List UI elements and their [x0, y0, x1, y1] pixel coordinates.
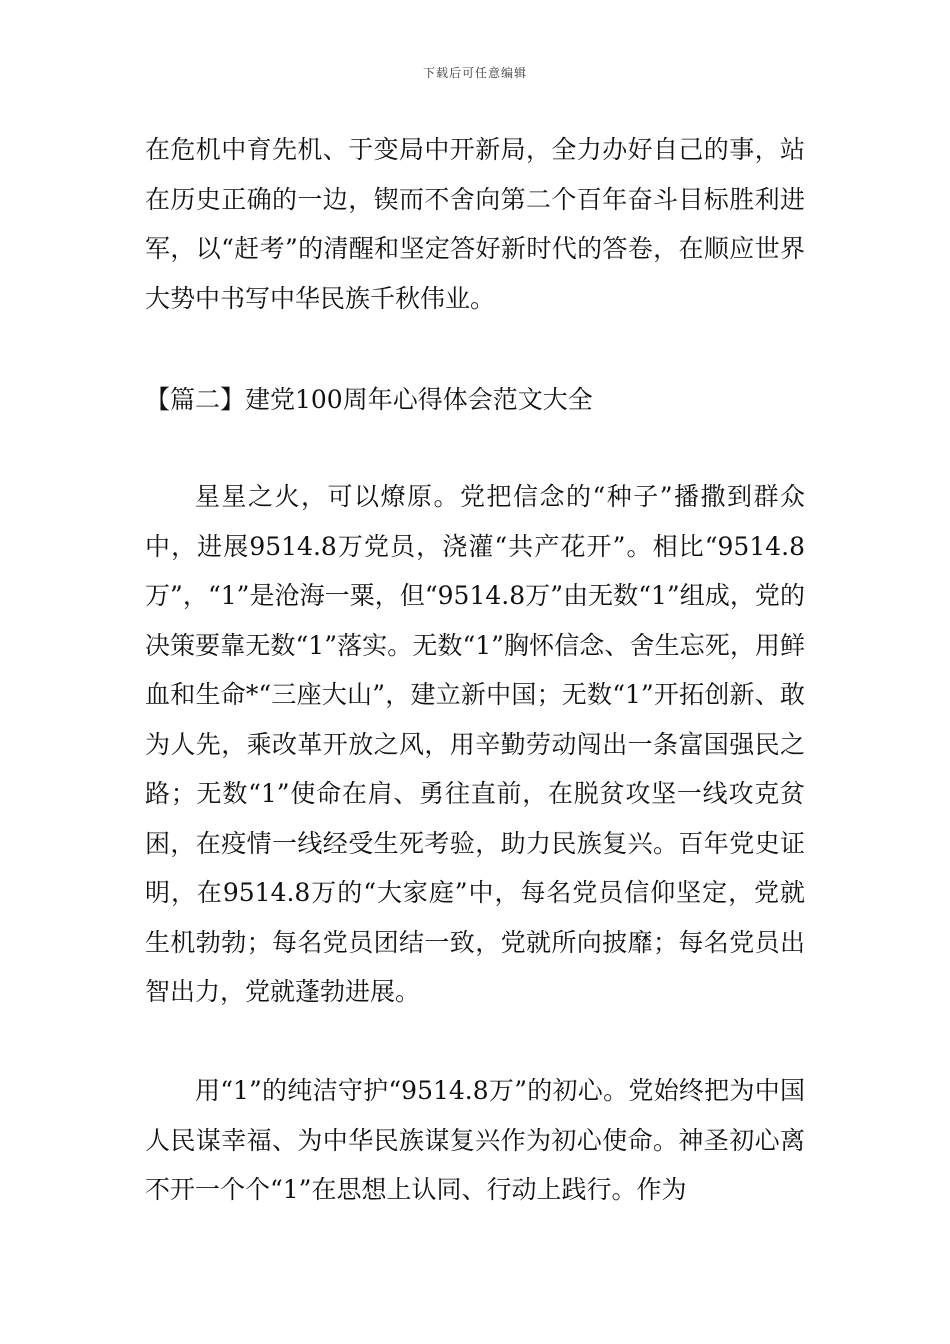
- header-note: 下载后可任意编辑: [422, 66, 527, 80]
- paragraph-3: 用“1”的纯洁守护“9514.8万”的初心。党始终把为中国人民谋幸福、为中华民族谋复兴作为初心使命。神圣初心离不开一个个“1”在思想上认同、行动上践行。作为: [145, 1076, 805, 1204]
- paragraph-1: 在危机中育先机、于变局中开新局，全力办好自己的事，站在历史正确的一边，锲而不舍向第二个百年奋斗目标胜利进军，以“赶考”的清醒和坚定答好新时代的答卷，在顺应世界大势中书写中华民族千秋伟业。: [145, 135, 805, 313]
- paragraph-2: 星星之火，可以燎原。党把信念的“种子”播撒到群众中，进展9514.8万党员，浇灌“共产花开”。相比“9514.8万”，“1”是沧海一粟，但“9514.8万”由无数“1”组成，党的决策要靠无数“1”落实。无数“1”胸怀信念、舍生忘死，用鲜血和生命*“三座大山”，建立新中国；无数“1”开拓创新、敢为人先，乘改革开放之风，用辛勤劳动闯出一条富国强民之路；无数“1”使命在肩、勇往直前，在脱贫攻坚一线攻克贫困，在疫情一线经受生死考验，助力民族复兴。百年党史证明，在9514.8万的“大家庭”中，每名党员信仰坚定，党就生机勃勃；每名党员团结一致，党就所向披靡；每名党员出智出力，党就蓬勃进展。: [145, 482, 805, 1006]
- section-heading: 【篇二】建党100周年心得体会范文大全: [145, 385, 593, 414]
